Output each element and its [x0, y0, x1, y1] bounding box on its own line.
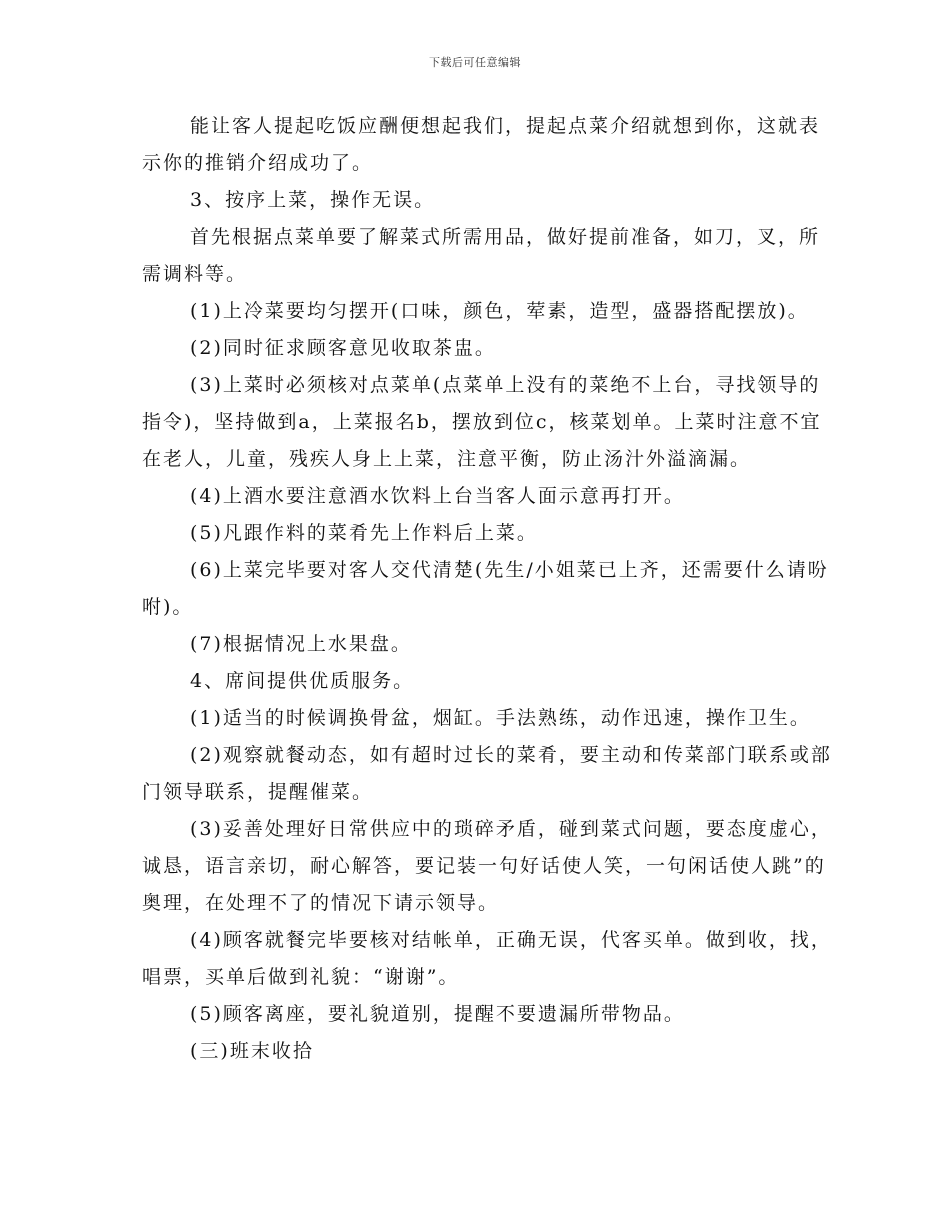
paragraph: (4)上酒水要注意酒水饮料上台当客人面示意再打开。: [190, 485, 685, 507]
document-body: [142, 108, 832, 1070]
paragraph: (2)观察就餐动态，如有超时过长的菜肴，要主动和传菜部门联系或部门领导联系，提醒催菜。: [142, 744, 832, 803]
paragraph: 首先根据点菜单要了解菜式所需用品，做好提前准备，如刀，叉，所需调料等。: [142, 226, 821, 285]
paragraph: 4、席间提供优质服务。: [190, 670, 415, 692]
paragraph: (2)同时征求顾客意见收取茶盅。: [190, 337, 496, 359]
paragraph: (3)上菜时必须核对点菜单(点菜单上没有的菜绝不上台，寻找领导的指令)，坚持做到a，上菜报名b，摆放到位c，核菜划单。上菜时注意不宜在老人，儿童，残疾人身上上菜，注意平衡，防止汤汁外溢滴漏。: [142, 374, 822, 470]
paragraph: (5)顾客离座，要礼貌道别，提醒不要遗漏所带物品。: [190, 1003, 685, 1025]
paragraph: 能让客人提起吃饭应酬便想起我们，提起点菜介绍就想到你，这就表示你的推销介绍成功了。: [142, 115, 821, 174]
paragraph: 3、按序上菜，操作无误。: [190, 189, 436, 211]
paragraph: (5)凡跟作料的菜肴先上作料后上菜。: [190, 522, 538, 544]
paragraph: (1)上冷菜要均匀摆开(口味，颜色，荤素，造型，盛器搭配摆放)。: [190, 300, 809, 322]
page-header: 下载后可任意编辑: [429, 56, 521, 69]
paragraph: (6)上菜完毕要对客人交代清楚(先生/小姐菜已上齐，还需要什么请吩咐)。: [142, 559, 829, 618]
paragraph: (3)妥善处理好日常供应中的琐碎矛盾，碰到菜式问题，要态度虚心，诚恳，语言亲切，耐心解答，要记装一句好话使人笑，一句闲话使人跳”的奥理，在处理不了的情况下请示领导。: [142, 818, 832, 914]
paragraph: (4)顾客就餐完毕要核对结帐单，正确无误，代客买单。做到收，找，唱票，买单后做到礼貌：“谢谢”。: [142, 929, 832, 988]
paragraph: (三)班末收拾: [190, 1040, 314, 1062]
paragraph: (1)适当的时候调换骨盆，烟缸。手法熟练，动作迅速，操作卫生。: [190, 707, 811, 729]
paragraph: (7)根据情况上水果盘。: [190, 633, 412, 655]
